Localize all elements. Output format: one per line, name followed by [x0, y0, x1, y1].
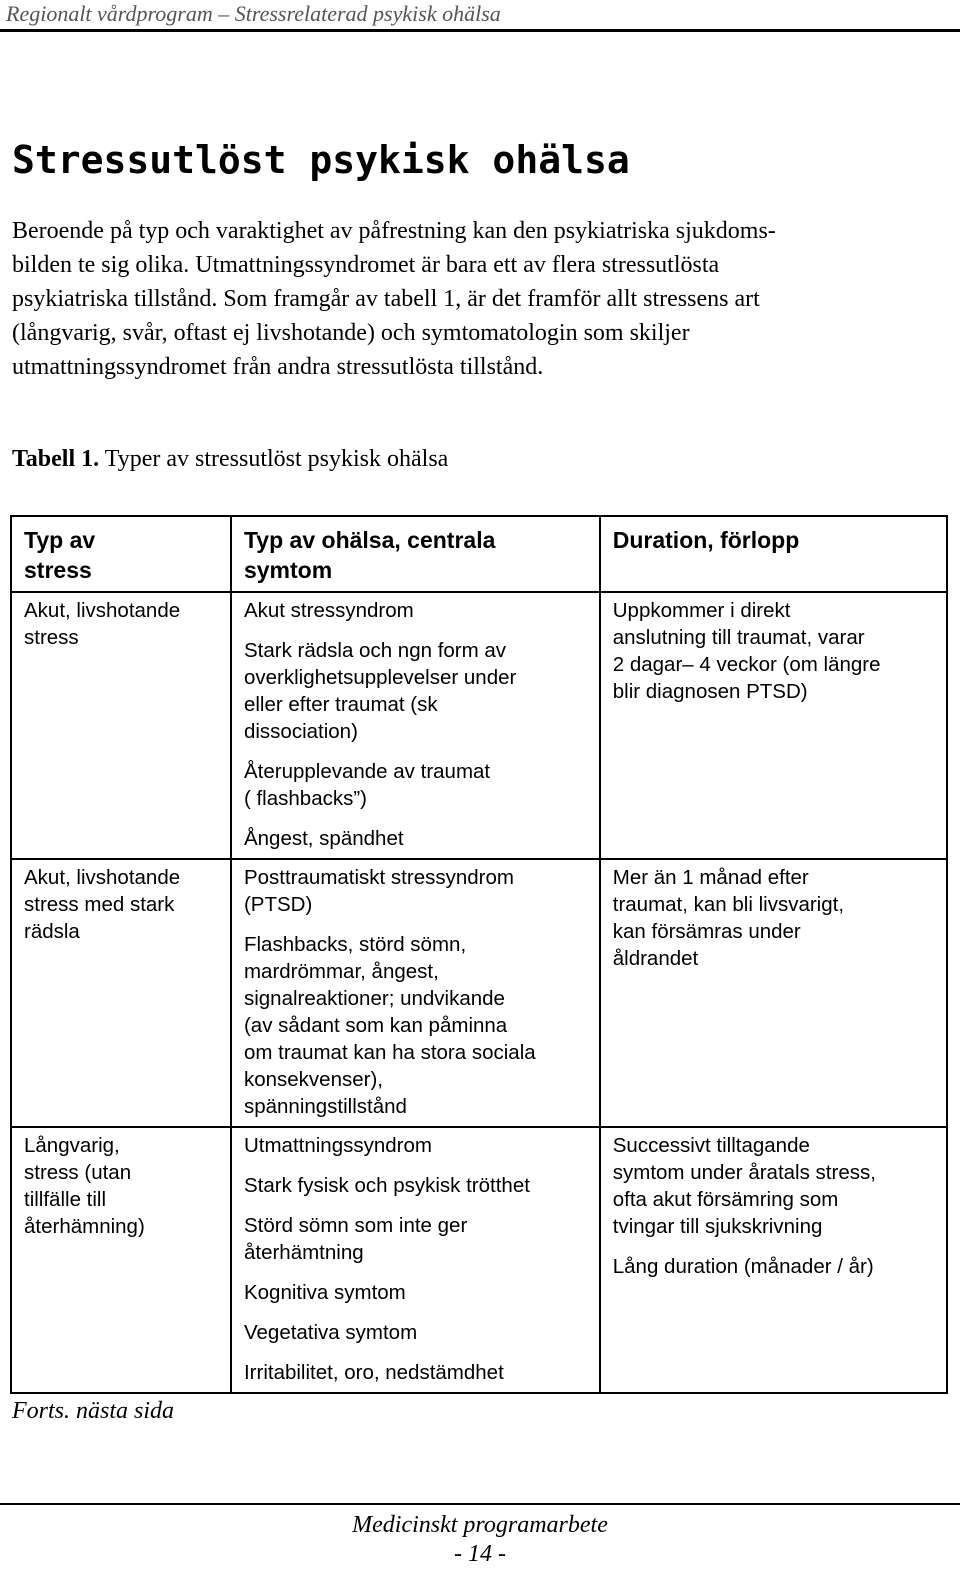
- footer-label: Medicinskt programarbete: [352, 1512, 608, 1538]
- symptom-entry: [244, 931, 587, 1120]
- symptom-line: Återupplevande av traumat: [243, 760, 491, 783]
- cell-symptoms: [231, 592, 600, 859]
- symptom-line: overklighetsupplevelser under: [243, 666, 517, 689]
- continued-note: Forts. nästa sida: [12, 1398, 175, 1424]
- duration-line: symtom under åratals stress,: [612, 1161, 876, 1184]
- cell-stress-type: [11, 859, 231, 1127]
- header-line: symtom: [243, 557, 333, 583]
- symptom-line: återhämtning: [243, 1241, 364, 1264]
- symptom-line: Flashbacks, störd sömn,: [243, 933, 467, 956]
- symptom-line: spänningstillstånd: [243, 1095, 407, 1118]
- stress-type-line: rädsla: [24, 920, 80, 943]
- symptom-entry: [244, 637, 587, 745]
- page-number: - 14 -: [454, 1541, 506, 1567]
- duration-entry: [613, 1132, 934, 1240]
- table-row: [11, 592, 947, 859]
- table-caption-label: Tabell 1.: [12, 446, 100, 472]
- table-row: [11, 859, 947, 1127]
- cell-stress-type: [11, 1127, 231, 1393]
- intro-line: psykiatriska tillstånd. Som framgår av tabell 1, är det framför allt stressens art: [12, 286, 760, 312]
- symptom-line: om traumat kan ha stora sociala: [243, 1041, 536, 1064]
- duration-line: tvingar till sjukskrivning: [612, 1215, 823, 1238]
- table-row: [11, 1127, 947, 1393]
- table-header-row: [11, 516, 947, 592]
- header-line: Typ av ohälsa, centrala: [243, 527, 496, 553]
- intro-paragraph: [12, 214, 942, 384]
- intro-line: Beroende på typ och varaktighet av påfrestning kan den psykiatriska sjukdoms-: [12, 218, 776, 244]
- symptom-entry: [244, 758, 587, 812]
- symptom-line: mardrömmar, ångest,: [243, 960, 439, 983]
- intro-line: utmattningssyndromet från andra stressutlösta tillstånd.: [12, 354, 544, 380]
- symptom-line: eller efter traumat (sk: [243, 693, 438, 716]
- symptom-line: dissociation): [243, 720, 358, 743]
- stress-type-line: återhämning): [24, 1215, 145, 1238]
- duration-line: Uppkommer i direkt: [612, 599, 791, 622]
- header-duration: [600, 516, 947, 592]
- symptom-entry: [244, 1212, 587, 1266]
- cell-duration: [600, 859, 947, 1127]
- duration-line: kan försämras under: [612, 920, 801, 943]
- stress-type-line: stress: [24, 626, 79, 649]
- table-caption-text: Typer av stressutlöst psykisk ohälsa: [99, 446, 449, 472]
- symptom-entry: [244, 864, 587, 918]
- cell-duration: [600, 1127, 947, 1393]
- duration-entry: [613, 864, 934, 972]
- intro-line: bilden te sig olika. Utmattningssyndromet är bara ett av flera stressutlösta: [12, 252, 720, 278]
- symptom-entry: [244, 1279, 587, 1306]
- stress-type-line: Akut, livshotande: [24, 599, 181, 622]
- duration-line: anslutning till traumat, varar: [612, 626, 865, 649]
- symptom-entry: [244, 1172, 587, 1199]
- duration-entry: [613, 1253, 934, 1280]
- symptom-line: Akut stressyndrom: [243, 599, 414, 622]
- symptom-line: (av sådant som kan påminna: [243, 1014, 508, 1037]
- symptom-line: Posttraumatiskt stressyndrom: [243, 866, 514, 889]
- symptom-line: Stark fysisk och psykisk trötthet: [243, 1174, 530, 1197]
- symptom-line: Ångest, spändhet: [243, 827, 404, 850]
- stress-type-line: Långvarig,: [24, 1134, 120, 1157]
- stress-type-line: tillfälle till: [24, 1188, 107, 1211]
- symptom-entry: [244, 1319, 587, 1346]
- stress-types-table: [10, 515, 948, 1394]
- header-stress-type: [11, 516, 231, 592]
- duration-line: ofta akut försämring som: [612, 1188, 839, 1211]
- header-symptoms: [231, 516, 600, 592]
- cell-stress-type: [11, 592, 231, 859]
- stress-type-line: Akut, livshotande: [24, 866, 181, 889]
- symptom-entry: [244, 597, 587, 624]
- symptom-line: (PTSD): [243, 893, 313, 916]
- header-line: stress: [24, 557, 92, 583]
- duration-line: Lång duration (månader / år): [612, 1255, 874, 1278]
- symptom-entry: [244, 825, 587, 852]
- symptom-line: Vegetativa symtom: [243, 1321, 418, 1344]
- header-line: Typ av: [24, 527, 96, 553]
- cell-symptoms: [231, 1127, 600, 1393]
- symptom-entry: [244, 1132, 587, 1159]
- duration-line: traumat, kan bli livsvarigt,: [612, 893, 845, 916]
- stress-type-line: stress (utan: [24, 1161, 132, 1184]
- duration-line: Successivt tilltagande: [612, 1134, 810, 1157]
- symptom-line: Irritabilitet, oro, nedstämdhet: [243, 1361, 504, 1384]
- table-caption: [12, 446, 448, 473]
- symptom-line: Stark rädsla och ngn form av: [243, 639, 507, 662]
- symptom-line: konsekvenser),: [243, 1068, 383, 1091]
- page-title: Stressutlöst psykisk ohälsa: [12, 138, 630, 182]
- symptom-line: Kognitiva symtom: [243, 1281, 406, 1304]
- intro-line: (långvarig, svår, oftast ej livshotande) och symtomatologin som skiljer: [12, 320, 690, 346]
- cell-duration: [600, 592, 947, 859]
- duration-entry: [613, 597, 934, 705]
- symptom-entry: [244, 1359, 587, 1386]
- cell-symptoms: [231, 859, 600, 1127]
- symptom-line: Utmattningssyndrom: [243, 1134, 432, 1157]
- duration-line: åldrandet: [612, 947, 699, 970]
- header-line: Duration, förlopp: [612, 527, 800, 553]
- duration-line: blir diagnosen PTSD): [612, 680, 808, 703]
- stress-type-line: stress med stark: [24, 893, 175, 916]
- duration-line: Mer än 1 månad efter: [612, 866, 809, 889]
- footer-rule: [0, 1503, 960, 1505]
- symptom-line: signalreaktioner; undvikande: [243, 987, 505, 1010]
- running-header: Regionalt vårdprogram – Stressrelaterad psykisk ohälsa: [0, 0, 960, 32]
- symptom-line: Störd sömn som inte ger: [243, 1214, 468, 1237]
- symptom-line: ( flashbacks”): [243, 787, 367, 810]
- footer: [0, 1511, 960, 1569]
- duration-line: 2 dagar– 4 veckor (om längre: [612, 653, 881, 676]
